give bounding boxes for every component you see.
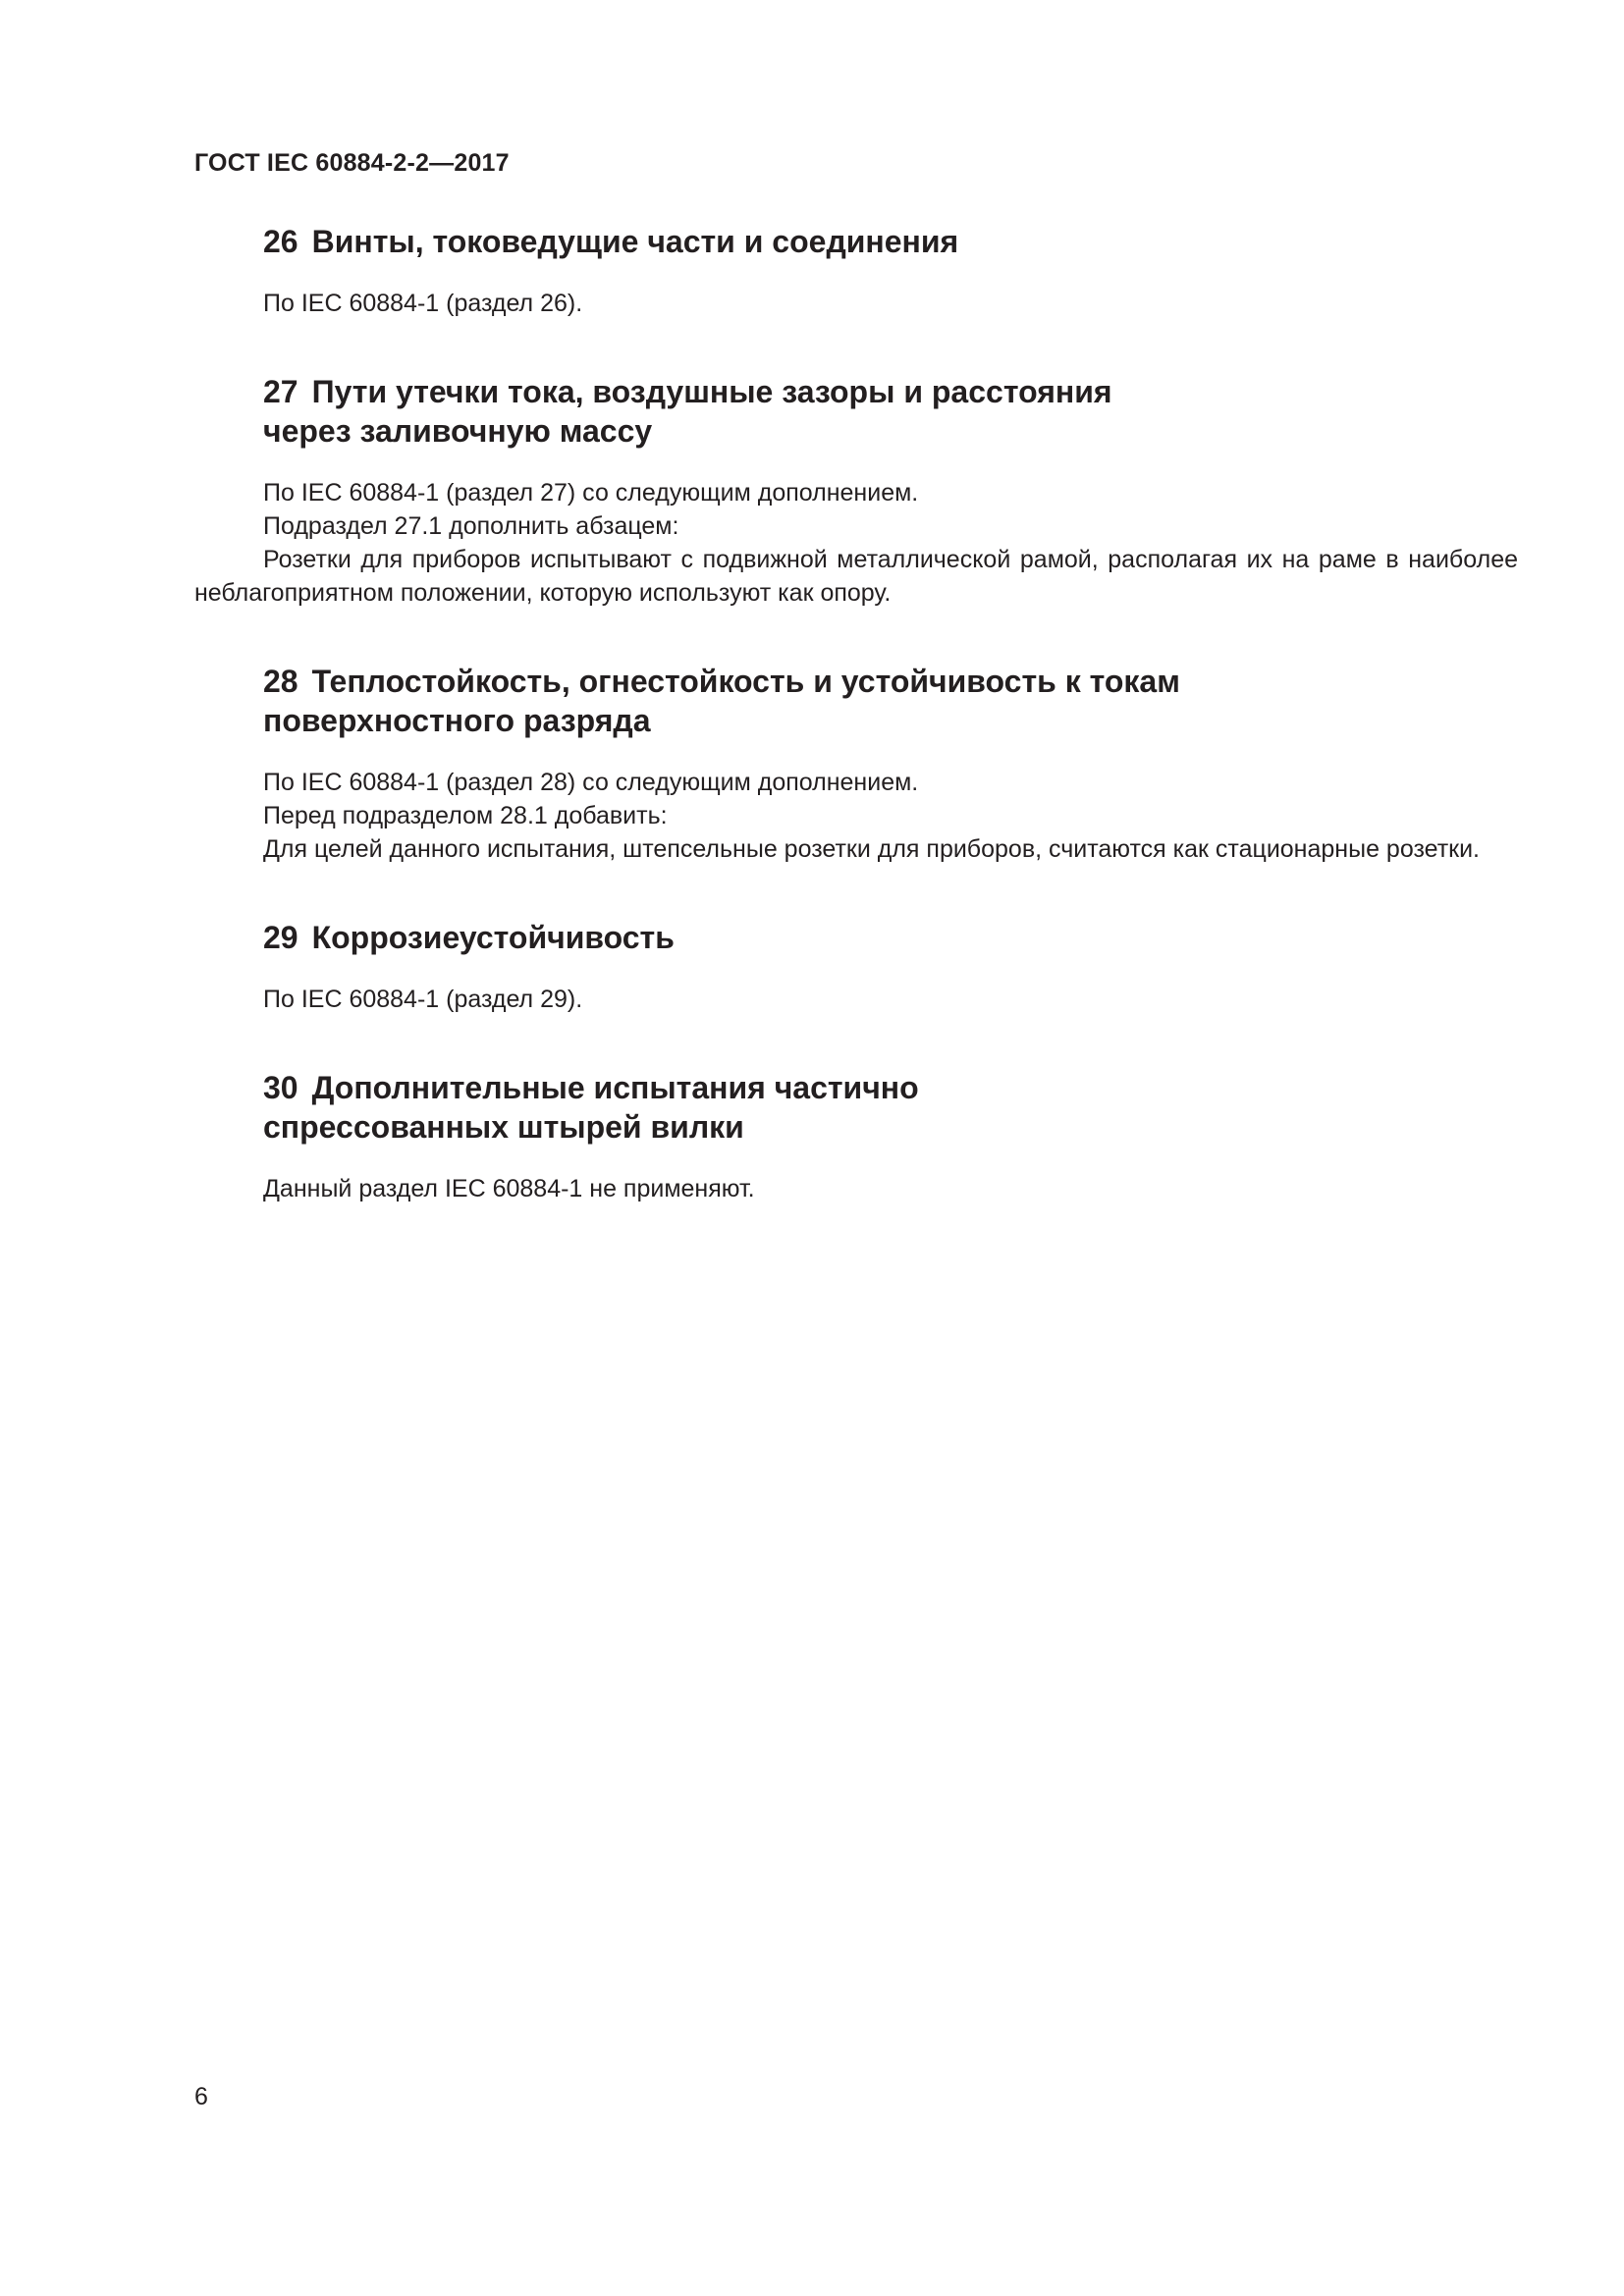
page-number: 6 (194, 2083, 208, 2110)
section-title (263, 1068, 1518, 1147)
document-header: ГОСТ IEC 60884-2-2—2017 (194, 149, 510, 177)
document-body (194, 222, 1518, 1257)
section-28 (194, 662, 1518, 866)
section-title-line: Коррозиеустойчивость (311, 920, 675, 955)
paragraph: По IEC 60884-1 (раздел 27) со следующим дополнением. (263, 479, 919, 507)
paragraph: По IEC 60884-1 (раздел 28) со следующим дополнением. (263, 769, 919, 796)
section-26 (194, 222, 1518, 320)
section-title-line: Дополнительные испытания частично (311, 1070, 919, 1105)
section-title-line: через заливочную массу (263, 413, 653, 449)
paragraph: По IEC 60884-1 (раздел 26). (263, 290, 583, 317)
paragraph: Розетки для приборов испытывают с подвижной металлической рамой, располагая их на раме в наиболее неблагоприятном положении, которую используют как опору. (194, 546, 1518, 607)
section-30 (194, 1068, 1518, 1205)
section-title-line: Пути утечки тока, воздушные зазоры и расстояния (311, 374, 1112, 409)
section-title (263, 662, 1518, 740)
section-number: 30 (263, 1070, 298, 1105)
section-title (263, 372, 1518, 451)
paragraph: Данный раздел IEC 60884-1 не применяют. (263, 1175, 755, 1202)
paragraph: По IEC 60884-1 (раздел 29). (263, 986, 583, 1013)
section-title-line: Винты, токоведущие части и соединения (311, 224, 959, 259)
paragraph: Перед подразделом 28.1 добавить: (263, 802, 668, 829)
section-27 (194, 372, 1518, 610)
section-number: 27 (263, 374, 298, 409)
section-29 (194, 918, 1518, 1016)
paragraph: Для целей данного испытания, штепсельные розетки для приборов, считаются как стационарные розетки. (263, 835, 1481, 863)
section-title-line: спрессованных штырей вилки (263, 1109, 744, 1145)
section-title (263, 222, 1518, 261)
section-title-line: Теплостойкость, огнестойкость и устойчивость к токам (311, 664, 1180, 699)
section-number: 26 (263, 224, 298, 259)
section-number: 28 (263, 664, 298, 699)
section-title-line: поверхностного разряда (263, 703, 651, 738)
section-title (263, 918, 1518, 957)
section-number: 29 (263, 920, 298, 955)
paragraph: Подраздел 27.1 дополнить абзацем: (263, 512, 679, 540)
